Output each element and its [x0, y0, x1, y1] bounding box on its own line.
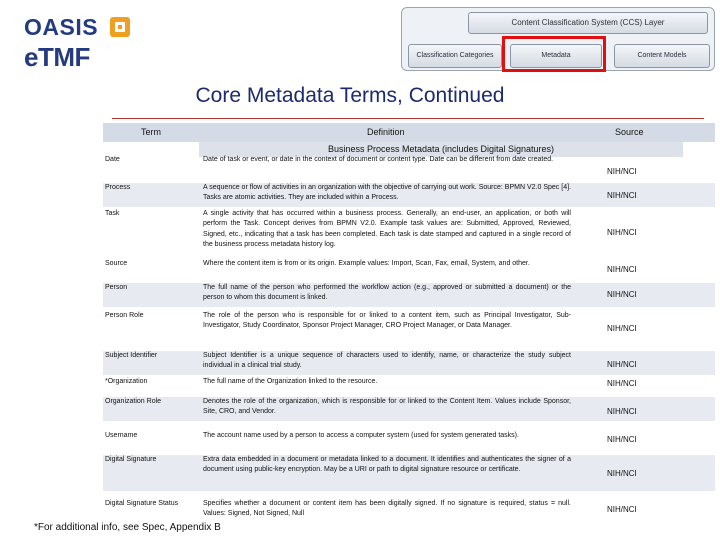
- row-definition: A sequence or flow of activities in an organization with the objective of carrying out work. Source: BPMN V2.0 Spec [4]. Tasks are atomic activities. They are included within a Process.: [203, 184, 571, 202]
- table-row: [103, 209, 715, 259]
- row-term: Username: [105, 432, 138, 439]
- section-heading: Business Process Metadata (includes Digital Signatures): [199, 142, 683, 157]
- ccs-diagram: [401, 7, 715, 71]
- row-term: *Organization: [105, 378, 148, 385]
- row-source: NIH/NCI: [607, 324, 637, 333]
- row-definition: Specifies whether a document or content item has been digitally signed. If no signature is required, status = null. Values: Signed, Not Signed, Null: [203, 500, 571, 518]
- row-definition: Where the content item is from or its origin. Example values: Import, Scan, Fax, email, System, and other.: [203, 260, 530, 267]
- table-row: [103, 259, 715, 281]
- row-source: NIH/NCI: [607, 167, 637, 176]
- etmf-wordmark: eTMF: [24, 42, 90, 72]
- table-row: [103, 431, 715, 449]
- page-title: Core Metadata Terms, Continued: [195, 84, 505, 107]
- content-models-box: Content Models: [614, 44, 710, 68]
- row-definition: A single activity that has occurred within a business process. Generally, an end-user, an application, or both will perform the Task. Concept derives from BPMN V2.0. Example task values are: Submitted, Approved, Reviewed, Signed, etc., indicating that a task has been completed. Each task is date stamped and captured in a single record of the business process metadata history log.: [203, 210, 571, 249]
- row-term: Date: [105, 156, 120, 163]
- row-definition: The role of the person who is responsible for or linked to a content item, such as Principal Investigator, Sub-Investigator, Study Coordinator, Sponsor Project Manager, CRO Project Manager, or Data Manager.: [203, 312, 571, 330]
- table-header: [103, 123, 715, 142]
- row-source: NIH/NCI: [607, 505, 637, 514]
- row-term: Person Role: [105, 312, 144, 319]
- row-definition: The full name of the Organization linked to the resource.: [203, 378, 378, 385]
- row-definition: The full name of the person who performed the workflow action (e.g., approved or submitted a document) or the person to whom this document is linked.: [203, 284, 571, 302]
- oasis-text: OASIS: [24, 14, 99, 40]
- row-term: Process: [105, 184, 131, 191]
- header-definition: Definition: [367, 127, 405, 137]
- row-term: Organization Role: [105, 398, 162, 405]
- table-row: [103, 155, 715, 179]
- row-definition: Date of task or event, or date in the context of document or content type. Date can be different from date created.: [203, 156, 554, 163]
- row-source: NIH/NCI: [607, 379, 637, 388]
- row-definition: Denotes the role of the organization, which is responsible for or linked to the Content Item. Values include Sponsor, Site, CRO, and Vendor.: [203, 398, 571, 416]
- row-term: Digital Signature Status: [105, 500, 179, 507]
- metadata-highlight: [502, 36, 606, 72]
- row-source: NIH/NCI: [607, 435, 637, 444]
- row-definition: Subject Identifier is a unique sequence of characters used to identify, name, or characterize the study subject individual in a clinical trial study.: [203, 352, 571, 370]
- row-definition: Extra data embedded in a document or metadata linked to a document. It identifies and authenticates the signer of a document using public-key encryption. May be a URI or path to digital signature resource or certificate.: [203, 456, 571, 474]
- row-source: NIH/NCI: [607, 265, 637, 274]
- oasis-mark-icon: [110, 17, 130, 37]
- row-term: Task: [105, 210, 120, 217]
- row-term: Person: [105, 284, 128, 291]
- metadata-box: Metadata: [510, 44, 602, 68]
- row-source: NIH/NCI: [607, 407, 637, 416]
- row-source: NIH/NCI: [607, 191, 637, 200]
- ccs-layer-box: Content Classification System (CCS) Layer: [468, 12, 708, 34]
- table-row: [103, 283, 715, 307]
- row-term: Digital Signature: [105, 456, 157, 463]
- table-row: [103, 455, 715, 491]
- table-row: [103, 351, 715, 375]
- row-source: NIH/NCI: [607, 228, 637, 237]
- row-source: NIH/NCI: [607, 469, 637, 478]
- row-source: NIH/NCI: [607, 360, 637, 369]
- table-row: [103, 183, 715, 207]
- table-row: [103, 377, 715, 391]
- table-row: [103, 311, 715, 347]
- title-divider: [112, 118, 704, 119]
- classification-categories-box: Classification Categories: [408, 44, 502, 68]
- footnote: *For additional info, see Spec, Appendix B: [34, 522, 221, 533]
- header-source: Source: [615, 127, 644, 137]
- header-term: Term: [141, 127, 161, 137]
- row-source: NIH/NCI: [607, 290, 637, 299]
- row-term: Subject Identifier: [105, 352, 158, 359]
- table-row: [103, 397, 715, 421]
- row-term: Source: [105, 260, 128, 267]
- row-definition: The account name used by a person to access a computer system (used for system generated tasks).: [203, 432, 519, 439]
